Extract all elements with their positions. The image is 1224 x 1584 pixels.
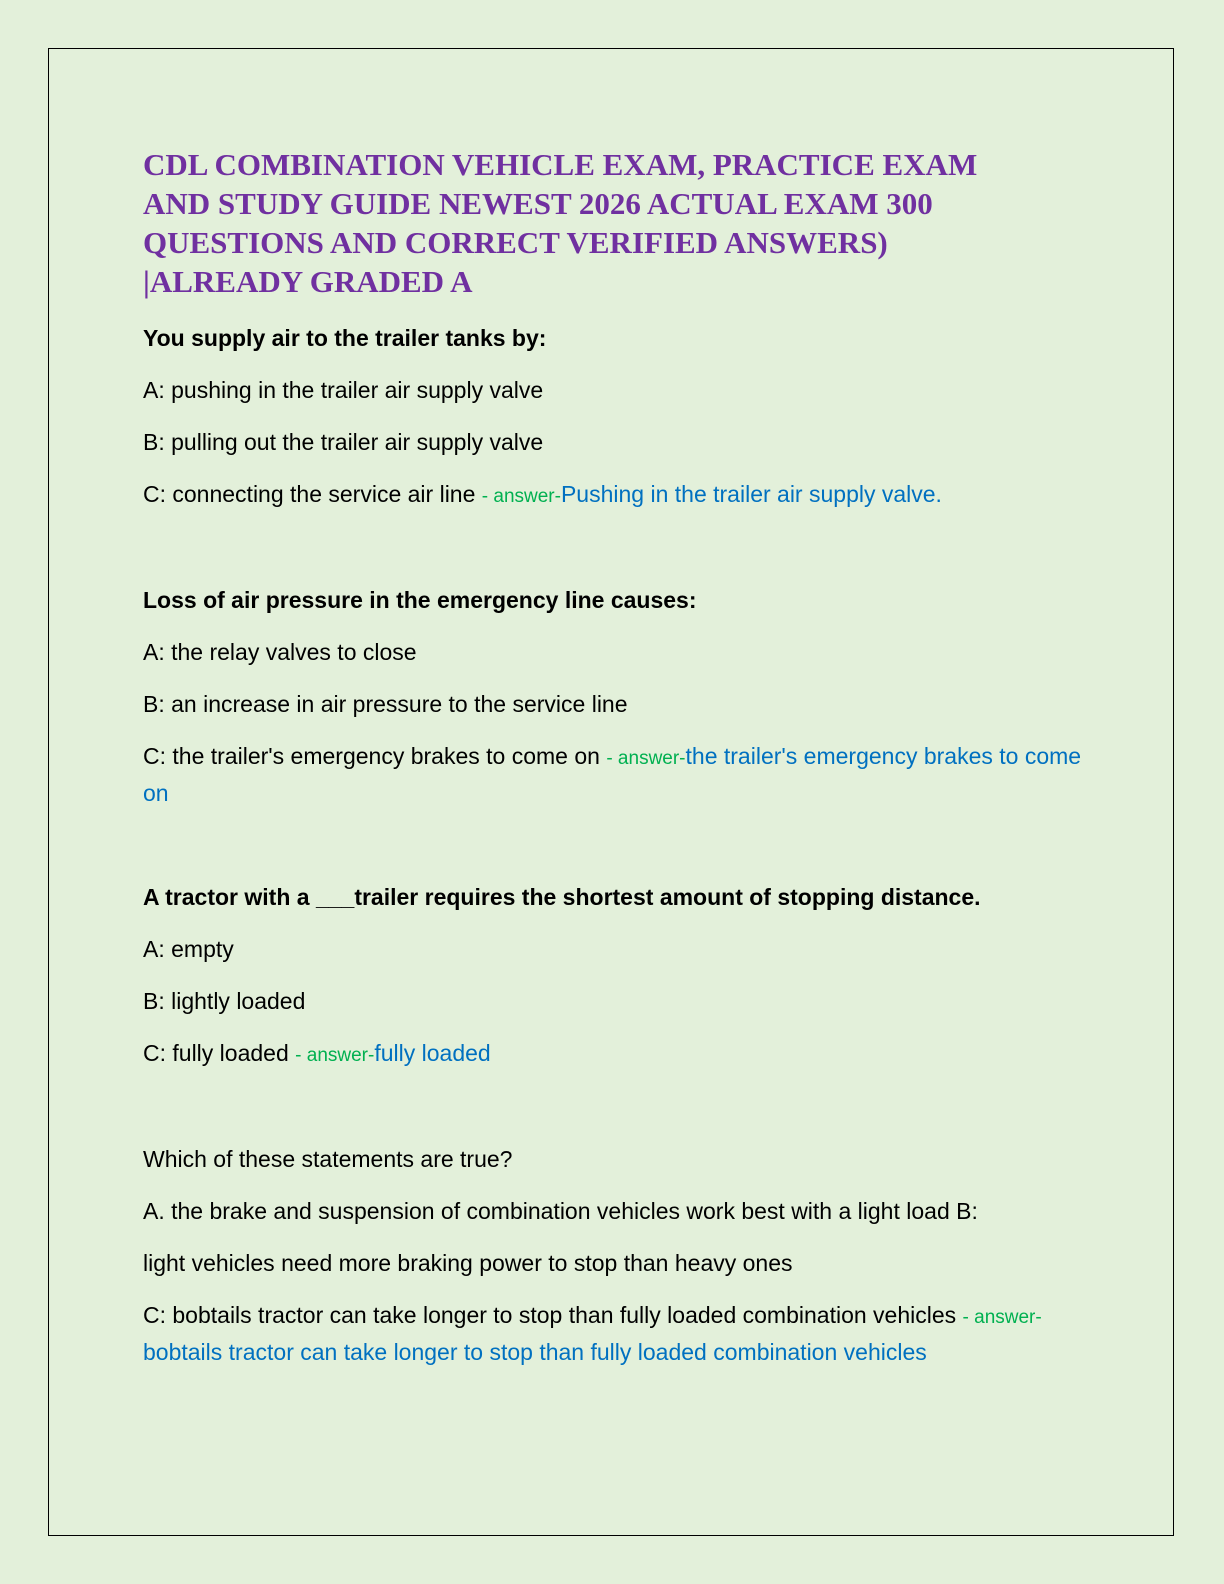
option-b: B: pulling out the trailer air supply valve <box>143 429 544 455</box>
option-b: B: lightly loaded <box>143 988 306 1014</box>
option-a: A: empty <box>143 936 234 962</box>
option-a: A: pushing in the trailer air supply valve <box>143 377 544 403</box>
option-c: C: bobtails tractor can take longer to stop than fully loaded combination vehicles <box>143 1302 957 1328</box>
answer-marker: - answer- <box>606 748 686 769</box>
option-c-with-answer <box>143 1298 1088 1370</box>
option-c-with-answer <box>143 477 1088 514</box>
question-text: Which of these statements are true? <box>143 1146 513 1172</box>
option-c: C: the trailer's emergency brakes to come on <box>143 743 600 769</box>
document-body <box>143 145 1088 1387</box>
option-a: A. the brake and suspension of combination vehicles work best with a light load B: <box>143 1198 978 1224</box>
spacer <box>143 1090 1088 1142</box>
option-c: C: connecting the service air line <box>143 481 476 507</box>
option-b: light vehicles need more braking power to stop than heavy ones <box>143 1250 793 1276</box>
option-a: A: the relay valves to close <box>143 639 417 665</box>
answer-text: fully loaded <box>374 1040 491 1066</box>
answer-text: bobtails tractor can take longer to stop than fully loaded combination vehicles <box>143 1339 927 1365</box>
option-b: B: an increase in air pressure to the service line <box>143 691 628 717</box>
option-c-with-answer <box>143 739 1088 811</box>
option-c-with-answer <box>143 1036 1088 1073</box>
document-title <box>143 145 1088 301</box>
title-line: CDL COMBINATION VEHICLE EXAM, PRACTICE EXAM <box>143 147 978 182</box>
question-text: A tractor with a ___trailer requires the shortest amount of stopping distance. <box>143 884 981 910</box>
answer-text: the trailer's emergency brakes to come on <box>143 743 1082 806</box>
question-block <box>143 583 1088 811</box>
title-line: AND STUDY GUIDE NEWEST 2026 ACTUAL EXAM 300 <box>143 186 933 221</box>
spacer <box>143 531 1088 583</box>
question-block <box>143 1142 1088 1370</box>
spacer <box>143 828 1088 880</box>
question-block <box>143 880 1088 1073</box>
question-block <box>143 321 1088 514</box>
question-text: You supply air to the trailer tanks by: <box>143 325 547 351</box>
answer-marker: - answer- <box>481 486 561 507</box>
title-line: QUESTIONS AND CORRECT VERIFIED ANSWERS) <box>143 225 888 260</box>
option-c: C: fully loaded <box>143 1040 289 1066</box>
answer-text: Pushing in the trailer air supply valve. <box>560 481 942 507</box>
question-text: Loss of air pressure in the emergency line causes: <box>143 587 697 613</box>
title-line: |ALREADY GRADED A <box>143 264 473 299</box>
answer-marker: - answer- <box>962 1307 1042 1328</box>
answer-marker: - answer- <box>295 1045 375 1066</box>
